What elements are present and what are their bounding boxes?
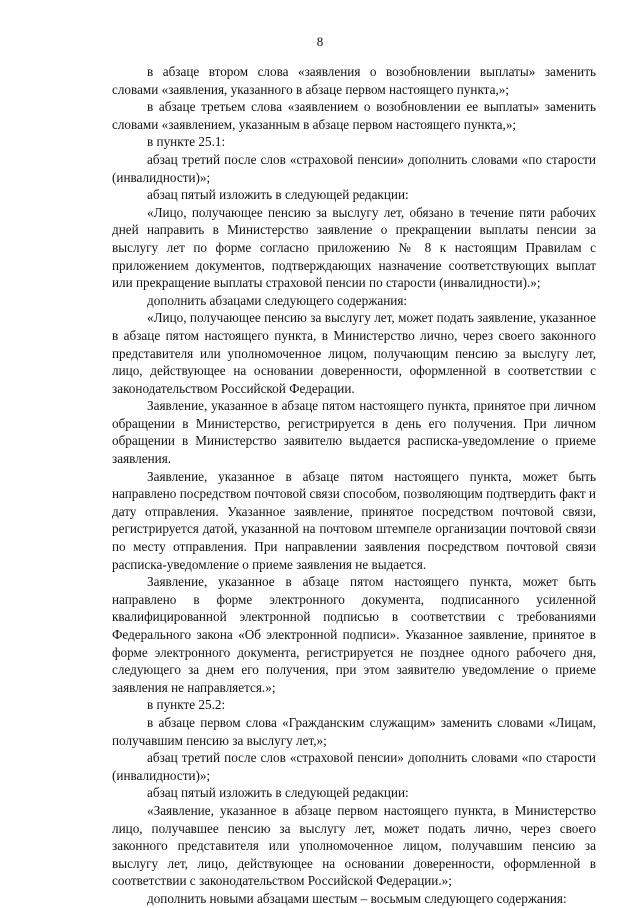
paragraph: Заявление, указанное в абзаце пятом настоящего пункта, может быть направлено посредством почтовой связи способом, позволяющим подтвердить факт и дату отправления. Указанное заявление, принятое посредством почтовой связи, регистрируется датой, указанной на почтовом штемпеле организации почтовой связи по месту отправления. При направлении заявления посредством почтовой связи расписка-уведомление о приеме заявления не выдается. <box>112 468 596 572</box>
paragraph: Заявление, указанное в абзаце пятом настоящего пункта, может быть направлено в форме электронного документа, подписанного усиленной квалифицированной электронной подписью в соответствии с требованиями Федерального закона «Об электронной подписи». Указанное заявление, принятое в форме электронного документа, регистрируется не позднее одного рабочего дня, следующего за днем его получения, при этом заявителю уведомление о приеме заявления не направляется.»; <box>112 574 596 695</box>
paragraph: «Заявление, указанное в абзаце первом настоящего пункта, в Министерство лицо, получавшее пенсию за выслугу лет, может подать лично, через своего законного представителя или уполномоченное лицом, получавшим пенсию за выслугу лет, лицо, действующее на основании доверенности, оформленной в соответствии с законодательством Российской Федерации.»; <box>112 802 596 889</box>
paragraph: в абзаце первом слова «Гражданским служащим» заменить словами «Лицам, получавшим пенсию за выслугу лет,»; <box>112 714 596 748</box>
document-body <box>112 63 596 908</box>
paragraph: в абзаце третьем слова «заявлением о возобновлении ее выплаты» заменить словами «заявлением, указанным в абзаце первом настоящего пункта,»; <box>112 99 596 132</box>
paragraph: абзац третий после слов «страховой пенсии» дополнить словами «по старости (инвалидности)»; <box>112 750 596 783</box>
paragraph: абзац пятый изложить в следующей редакции: <box>147 785 409 801</box>
paragraph: абзац пятый изложить в следующей редакции: <box>147 187 409 203</box>
paragraph: «Лицо, получающее пенсию за выслугу лет, обязано в течение пяти рабочих дней направить в Министерство заявление о прекращении выплаты пенсии за выслугу лет по форме согласно приложению № 8 к настоящим Правилам с приложением документов, подтверждающих назначение соответствующих выплат или прекращение выплаты страховой пенсии по старости (инвалидности).»; <box>112 204 596 291</box>
paragraph: в пункте 25.2: <box>147 697 226 713</box>
paragraph: в абзаце втором слова «заявления о возобновлении выплаты» заменить словами «заявления, указанного в абзаце первом настоящего пункта,»; <box>112 64 596 97</box>
paragraph: дополнить новыми абзацами шестым – восьмым следующего содержания: <box>147 890 567 906</box>
paragraph: «Лицо, получающее пенсию за выслугу лет, может подать заявление, указанное в абзаце пятом настоящего пункта, в Министерство лично, через своего законного представителя или уполномоченное лицом, получающим пенсию за выслугу лет, лицо, действующее на основании доверенности, оформленной в соответствии с законодательством Российской Федерации. <box>112 310 596 396</box>
paragraph: дополнить абзацами следующего содержания: <box>147 292 408 308</box>
page-number: 8 <box>316 34 324 49</box>
paragraph: абзац третий после слов «страховой пенсии» дополнить словами «по старости (инвалидности)»; <box>112 151 596 185</box>
paragraph: Заявление, указанное в абзаце пятом настоящего пункта, принятое при личном обращении в Министерство, регистрируется в день его получения. При личном обращении в Министерство заявителю выдается расписка-уведомление о приеме заявления. <box>112 398 596 467</box>
paragraph: в пункте 25.1: <box>147 134 226 150</box>
